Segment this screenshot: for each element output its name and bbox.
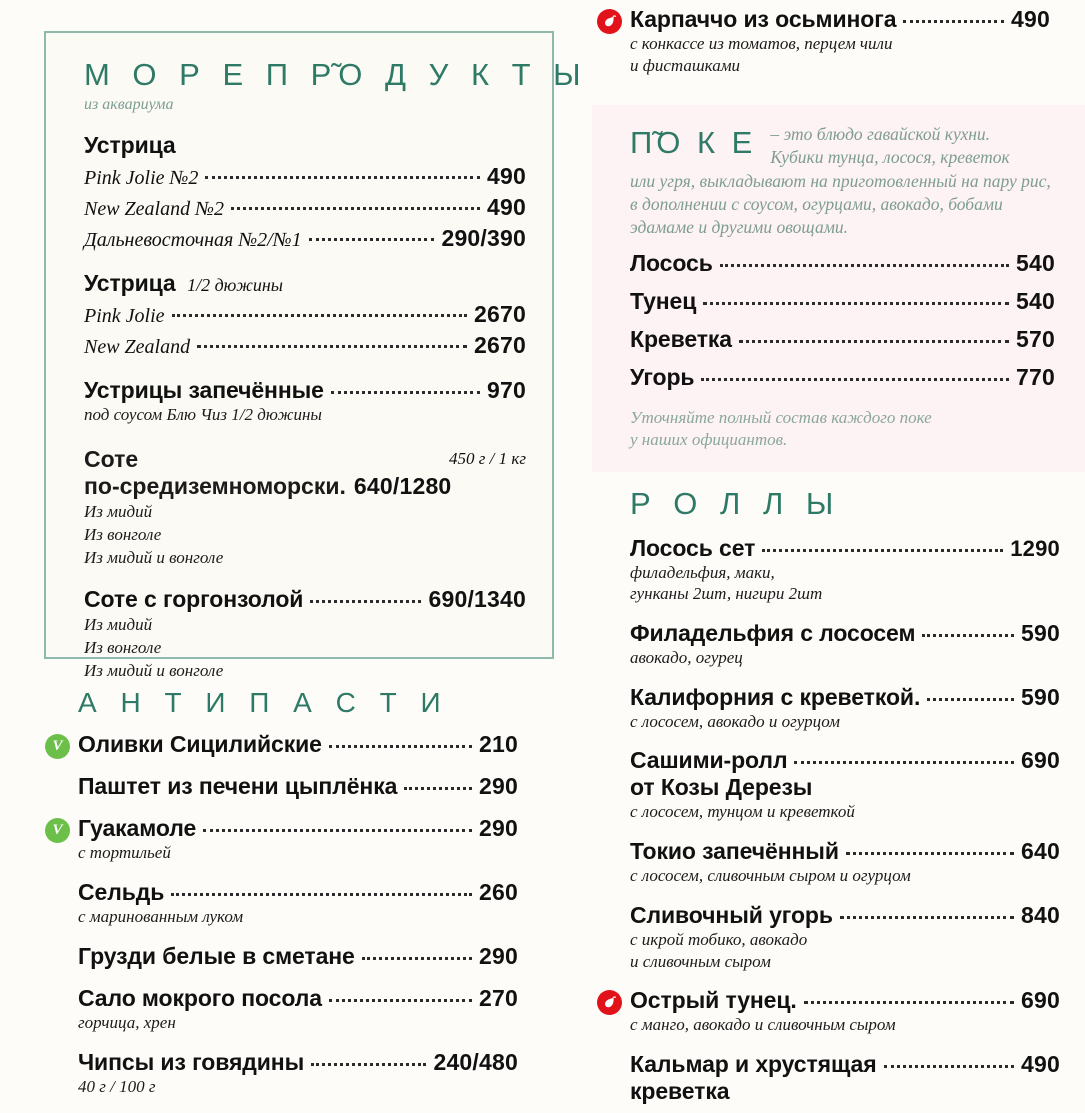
- list-item[interactable]: [78, 1049, 518, 1098]
- leader-dots: [311, 1063, 426, 1066]
- item-description-cont: и сливочным сыром: [630, 951, 771, 971]
- oyster-group: [84, 132, 526, 252]
- list-item[interactable]: [630, 288, 1055, 315]
- leader-dots: [172, 314, 468, 317]
- item-description: с тортильей: [78, 843, 171, 863]
- leader-dots: [329, 745, 472, 748]
- spicy-chili-icon: [597, 9, 622, 34]
- seafood-subtitle: из аквариума: [84, 95, 174, 113]
- item-name: Лосось: [630, 250, 713, 277]
- leader-dots: [331, 391, 480, 394]
- leader-dots: [922, 634, 1014, 637]
- item-price: 590: [1021, 683, 1060, 710]
- item-price: 2670: [474, 331, 526, 358]
- list-item[interactable]: [78, 943, 518, 970]
- item-name: Токио запечённый: [630, 838, 839, 865]
- list-item[interactable]: [84, 225, 526, 252]
- item-price: 290: [479, 942, 518, 969]
- leader-dots: [309, 238, 435, 241]
- item-price: 690: [1021, 987, 1060, 1014]
- list-item[interactable]: [78, 773, 518, 800]
- item-description: с манго, авокадо и сливочным сыром: [630, 1015, 896, 1035]
- list-item[interactable]: [84, 163, 526, 190]
- poke-note-line2: у наших официантов.: [630, 430, 788, 450]
- item-description: с маринованным луком: [78, 907, 244, 927]
- portion-weights: 450 г / 1 кг: [449, 449, 526, 469]
- poke-title: П̃О К Е: [630, 125, 757, 160]
- item-description: с лососем, сливочным сыром и огурцом: [630, 866, 911, 886]
- item-name: Гуакамоле: [78, 815, 197, 842]
- list-item[interactable]: [630, 902, 1060, 972]
- list-item[interactable]: [630, 6, 1050, 76]
- item-description: под соусом Блю Чиз 1/2 дюжины: [84, 404, 322, 424]
- leader-dots: [846, 852, 1014, 855]
- leader-dots: [404, 787, 472, 790]
- item-name: Сельдь: [78, 879, 165, 906]
- item-option: Из вонголе: [84, 524, 162, 544]
- item-description-cont: гунканы 2шт, нигири 2шт: [630, 584, 823, 604]
- item-name: New Zealand: [84, 335, 191, 358]
- item-name: Pink Jolie: [84, 304, 165, 327]
- item-description: с конкассе из томатов, перцем чили: [630, 34, 893, 53]
- seafood-section: [44, 31, 588, 680]
- leader-dots: [701, 378, 1009, 381]
- item-price: 840: [1021, 901, 1060, 928]
- item-option: Из вонголе: [84, 637, 162, 657]
- item-option: Из мидий и вонголе: [84, 547, 224, 567]
- leader-dots: [231, 207, 480, 210]
- leader-dots: [703, 302, 1009, 305]
- leader-dots: [804, 1001, 1014, 1004]
- item-name-second-line: от Козы Дерезы: [630, 774, 813, 801]
- item-price: 970: [487, 376, 526, 403]
- item-price: 590: [1021, 620, 1060, 647]
- poke-section: [592, 105, 1085, 472]
- leader-dots: [840, 916, 1014, 919]
- item-name-second-line: по-средиземноморски.: [84, 473, 346, 500]
- item-option: Из мидий и вонголе: [84, 660, 224, 680]
- leader-dots: [927, 698, 1014, 701]
- antipasti-title: А Н Т И П А С Т И: [78, 687, 449, 718]
- item-price: 640/1280: [353, 473, 452, 500]
- list-item[interactable]: [78, 879, 518, 928]
- list-item[interactable]: [630, 364, 1055, 391]
- vegetarian-icon: V: [45, 734, 70, 759]
- item-name: New Zealand №2: [84, 197, 224, 220]
- oyster-halfdozen-group: [84, 270, 526, 359]
- item-name: Чипсы из говядины: [78, 1048, 305, 1075]
- item-name: Pink Jolie №2: [84, 166, 199, 189]
- list-item[interactable]: [52, 731, 518, 758]
- list-item[interactable]: [630, 250, 1055, 277]
- leader-dots: [205, 176, 480, 179]
- vegetarian-icon: V: [45, 818, 70, 843]
- item-description: с лососем, авокадо и огурцом: [630, 711, 840, 731]
- item-name: Соте с горгонзолой: [84, 586, 304, 613]
- list-item[interactable]: [630, 620, 1060, 669]
- item-description: 40 г / 100 г: [78, 1076, 156, 1096]
- item-price: 490: [487, 193, 526, 220]
- item-name: Сало мокрого посола: [78, 984, 322, 1011]
- item-name: Креветка: [630, 326, 732, 353]
- item-option: Из мидий: [84, 615, 153, 635]
- list-item[interactable]: [84, 301, 526, 328]
- item-price: 1290: [1010, 535, 1060, 561]
- item-name: Лосось сет: [630, 534, 756, 561]
- item-name: Карпаччо из осьминога: [630, 6, 897, 32]
- leader-dots: [762, 549, 1003, 552]
- leader-dots: [794, 761, 1014, 764]
- leader-dots: [171, 893, 472, 896]
- list-item[interactable]: [84, 194, 526, 221]
- item-price: 690: [1021, 747, 1060, 774]
- item-price: 770: [1016, 364, 1055, 391]
- item-option: Из мидий: [84, 502, 153, 522]
- poke-lead-line2: Кубики тунца, лосося, креветок: [770, 147, 1010, 168]
- item-price: 240/480: [433, 1048, 518, 1075]
- item-description: авокадо, огурец: [630, 648, 743, 668]
- item-price: 270: [479, 984, 518, 1011]
- list-item[interactable]: [84, 377, 526, 426]
- item-name: Угорь: [630, 364, 695, 391]
- leader-dots: [362, 957, 472, 960]
- list-item[interactable]: [84, 586, 526, 681]
- item-name: Сливочный угорь: [630, 901, 833, 928]
- item-description: с лососем, тунцом и креветкой: [630, 802, 855, 822]
- list-item[interactable]: [52, 815, 518, 864]
- item-name: Паштет из печени цыплёнка: [78, 773, 398, 800]
- item-price: 540: [1016, 288, 1055, 315]
- item-name: Сашими-ролл: [630, 747, 788, 774]
- leader-dots: [329, 999, 472, 1002]
- list-item[interactable]: [630, 684, 1060, 733]
- item-price: 210: [479, 731, 518, 758]
- leader-dots: [720, 264, 1009, 267]
- item-price: 570: [1016, 326, 1055, 353]
- item-name: Устрицы запечённые: [84, 376, 324, 403]
- item-name: Острый тунец.: [630, 987, 797, 1014]
- list-item[interactable]: [630, 987, 1060, 1036]
- item-price: 640: [1021, 838, 1060, 865]
- item-price: 290: [479, 815, 518, 842]
- item-name: Дальневосточная №2/№1: [84, 228, 302, 251]
- item-name: Соте: [84, 446, 139, 473]
- item-name: Тунец: [630, 288, 697, 315]
- leader-dots: [310, 600, 421, 603]
- leader-dots: [197, 345, 467, 348]
- list-item[interactable]: [630, 535, 1060, 605]
- antipasti-section: [52, 687, 518, 1097]
- poke-description: или угря, выкладывают на приготовленный на пару рис, в дополнении с соусом, огурцами, авокадо, бобами эдамаме и другими овощами.: [630, 170, 1051, 238]
- item-price: 490: [487, 162, 526, 189]
- group-heading: Устрица: [84, 269, 176, 296]
- rolls-title: Р О Л Л Ы: [630, 486, 841, 521]
- item-description: филадельфия, маки,: [630, 562, 775, 582]
- item-name: Кальмар и хрустящая: [630, 1051, 877, 1078]
- list-item[interactable]: [630, 1051, 1060, 1105]
- poke-item-list: [630, 250, 1055, 391]
- leader-dots: [203, 829, 472, 832]
- list-item[interactable]: [78, 985, 518, 1034]
- list-item[interactable]: [630, 838, 1060, 887]
- item-description: горчица, хрен: [78, 1012, 176, 1032]
- item-price: 260: [479, 879, 518, 906]
- leader-dots: [884, 1065, 1014, 1068]
- list-item[interactable]: [630, 747, 1060, 823]
- list-item[interactable]: [84, 447, 526, 568]
- item-name: Оливки Сицилийские: [78, 731, 322, 758]
- carpaccio-section: [630, 0, 1050, 76]
- rolls-section: [630, 488, 1060, 1105]
- item-price: 290/390: [441, 224, 526, 251]
- item-name: Филадельфия с лососем: [630, 620, 916, 647]
- leader-dots: [739, 340, 1009, 343]
- item-price: 290: [479, 773, 518, 800]
- item-name: Калифорния с креветкой.: [630, 683, 921, 710]
- seafood-title: М О Р Е П Р̃О Д У К Т Ы: [84, 57, 588, 92]
- item-price: 490: [1021, 1051, 1060, 1078]
- poke-note-line1: Уточняйте полный состав каждого поке: [630, 408, 932, 428]
- leader-dots: [903, 20, 1004, 23]
- item-price: 2670: [474, 300, 526, 327]
- list-item[interactable]: [630, 326, 1055, 353]
- item-price: 490: [1011, 6, 1050, 32]
- group-qualifier: 1/2 дюжины: [187, 274, 284, 295]
- spicy-chili-icon: [597, 990, 622, 1015]
- item-price: 540: [1016, 250, 1055, 277]
- item-name: Грузди белые в сметане: [78, 942, 355, 969]
- item-name-second-line: креветка: [630, 1078, 730, 1105]
- item-description-cont: и фисташками: [630, 55, 741, 75]
- right-column: [592, 0, 1085, 1113]
- poke-lead-line1: – это блюдо гавайской кухни.: [770, 124, 991, 144]
- list-item[interactable]: [84, 332, 526, 359]
- item-price: 690/1340: [428, 586, 526, 613]
- poke-note: [630, 407, 1055, 451]
- item-description: с икрой тобико, авокадо: [630, 929, 808, 949]
- group-heading: Устрица: [84, 131, 176, 158]
